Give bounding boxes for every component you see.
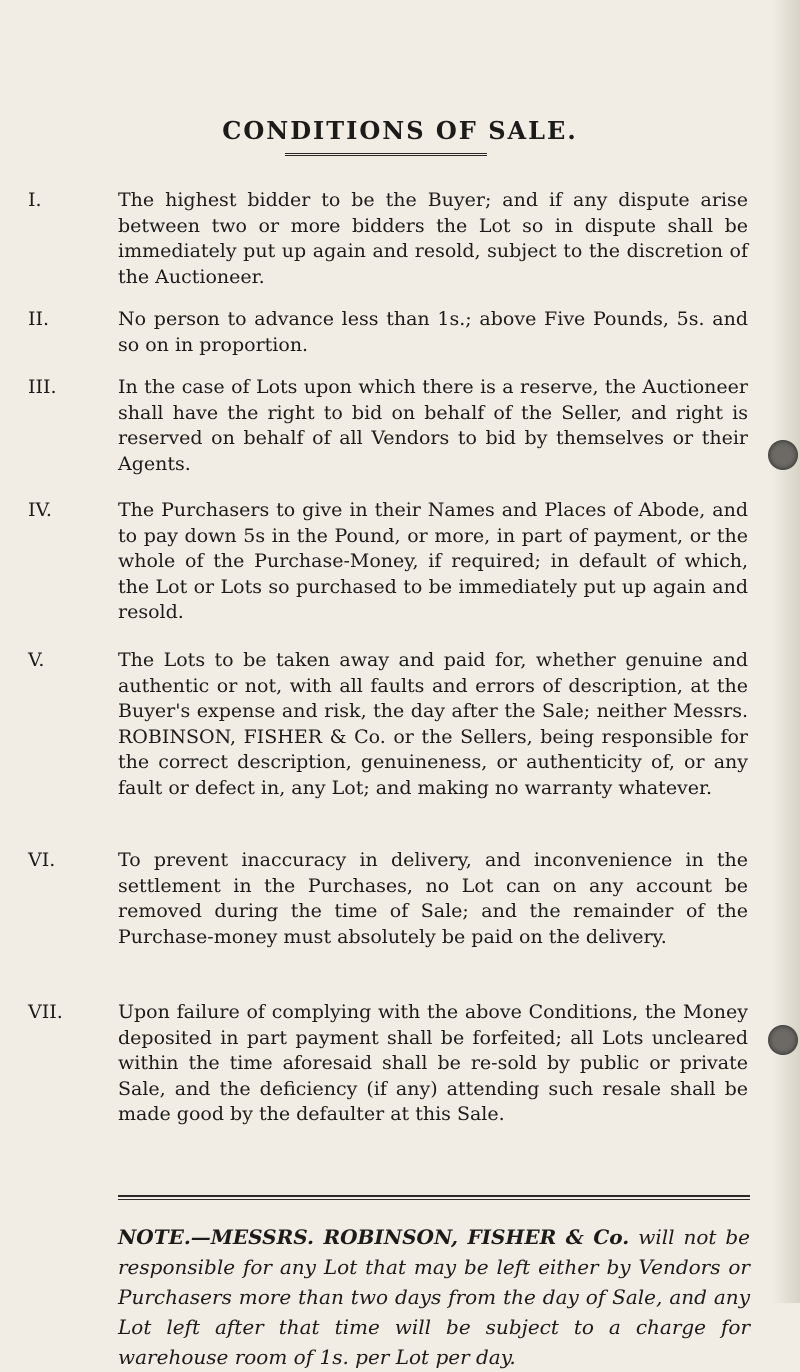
- footer-note: [118, 1222, 750, 1372]
- condition-number: VI.: [28, 849, 56, 871]
- title-underline: [285, 153, 487, 156]
- page-edge-shadow: [772, 0, 800, 1303]
- condition-text: The highest bidder to be the Buyer; and if any dispute arise between two or more bidders the Lot so in dispute shall be immediately put up again and resold, subject to the discretion of the Auctioneer.: [118, 189, 748, 288]
- condition-number: III.: [28, 376, 57, 398]
- condition-number: I.: [28, 189, 42, 211]
- condition-number: II.: [28, 308, 50, 330]
- condition-text: To prevent inaccuracy in delivery, and inconvenience in the settlement in the Purchases, no Lot can on any account be removed during the time of Sale; and the remainder of the Purchase-money must absolutely be paid on the delivery.: [118, 849, 748, 948]
- note-text: will not be responsible for any Lot that may be left either by Vendors or Purchasers more than two days from the day of Sale, and any Lot left after that time will be subject to a charge for warehouse room of 1s. per Lot per day.: [118, 1225, 751, 1369]
- condition-item: [28, 648, 748, 801]
- condition-item: [28, 498, 748, 626]
- condition-item: [28, 307, 748, 358]
- condition-item: [28, 188, 748, 290]
- condition-text: No person to advance less than 1s.; above Five Pounds, 5s. and so on in proportion.: [118, 308, 748, 356]
- section-divider: [118, 1195, 750, 1200]
- condition-text: In the case of Lots upon which there is a reserve, the Auctioneer shall have the right to bid on behalf of the Seller, and right is reserved on behalf of all Vendors to bid by themselves or their Agents.: [118, 376, 748, 475]
- punch-hole: [768, 440, 798, 470]
- condition-text: The Lots to be taken away and paid for, whether genuine and authentic or not, with all faults and errors of description, at the Buyer's expense and risk, the day after the Sale; neither Messrs. ROBINSON, FISHER & Co. or the Sellers, being responsible for the correct description, genuineness, or authenticity of, or any fault or defect in, any Lot; and making no warranty whatever.: [118, 649, 748, 799]
- condition-text: Upon failure of complying with the above Conditions, the Money deposited in part payment shall be forfeited; all Lots uncleared within the time aforesaid shall be re-sold by public or private Sale, and the deficiency (if any) attending such resale shall be made good by the defaulter at this Sale.: [118, 1001, 748, 1125]
- condition-item: [28, 1000, 748, 1128]
- note-lead: NOTE.—MESSRS. ROBINSON, FISHER & Co.: [118, 1225, 630, 1249]
- condition-item: [28, 375, 748, 477]
- condition-item: [28, 848, 748, 950]
- condition-number: IV.: [28, 499, 52, 521]
- page-title: CONDITIONS OF SALE.: [222, 116, 578, 145]
- condition-number: VII.: [28, 1001, 63, 1023]
- punch-hole: [768, 1025, 798, 1055]
- condition-number: V.: [28, 649, 45, 671]
- condition-text: The Purchasers to give in their Names and Places of Abode, and to pay down 5s in the Pound, or more, in part of payment, or the whole of the Purchase-Money, if required; in default of which, the Lot or Lots so purchased to be immediately put up again and resold.: [118, 499, 748, 623]
